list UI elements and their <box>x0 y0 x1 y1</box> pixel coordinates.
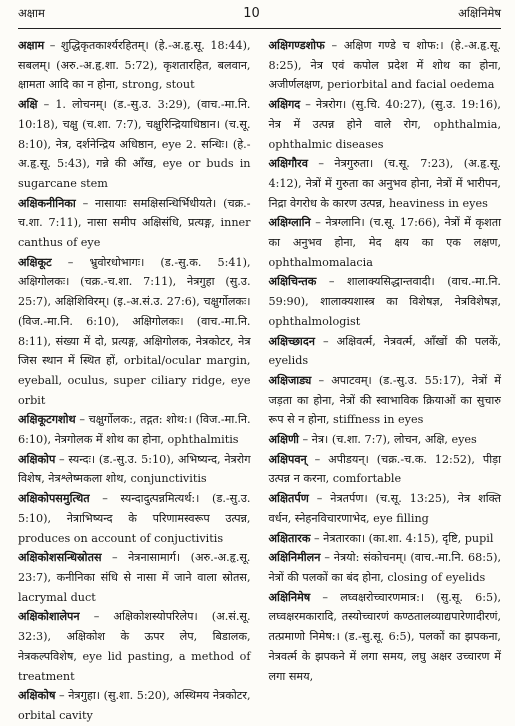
entry-definition: – भ्रुवोरधोभागः। (ड.-सु.क. 5:41), अक्षिगोलकः। (चक्र.-च.शा. 7:11), नेत्रगुहा (सु.उ. 25:7), अक्षिशिविरम्। (इ.-अ.सं.उ. 27:6), चक्षुर्गोलकः। (विज.-मा.नि. 6:10), अक्षिगोलकः। (वाच.-मा.नि. 8:11), संख्या में दो, प्रत्यङ्ग, अक्षिगोलक, नेत्रकोटर, नेत्र जिस स्थान में स्थित हों, orbital/ocular margin, eyeball, oculus, super ciliary ridge, eye orbit <box>18 255 251 407</box>
entry-headword: अक्षिकूट <box>18 254 52 269</box>
dictionary-entry <box>18 95 251 194</box>
header-left-guide-word: अक्षाम <box>18 6 45 20</box>
entry-definition: – नेत्रतर्पण। (च.सू. 13:25), नेत्र शक्ति वर्धन, स्नेहनविचारणाभेद, eye filling <box>268 492 501 525</box>
entry-definition: – नेत्रगुहा। (सु.शा. 5:20), अस्थिमय नेत्रकोटर, orbital cavity <box>18 689 251 722</box>
dictionary-entry <box>18 36 251 95</box>
dictionary-entry <box>18 450 251 489</box>
entry-headword: अक्षिचिन्तक <box>268 274 317 289</box>
entry-headword: अक्षाम <box>18 38 45 52</box>
dictionary-entry <box>269 450 502 489</box>
running-header <box>18 6 501 28</box>
entry-headword: अक्षिकोपसमुत्थित <box>18 491 90 506</box>
dictionary-entry <box>269 529 502 549</box>
entry-definition: – अपीडयन्। (चक्र.-च.क. 12:52), पीड़ा उत्पन्न न करना, comfortable <box>268 452 501 486</box>
header-rule <box>18 28 501 29</box>
dictionary-entry <box>269 548 502 587</box>
dictionary-entry <box>269 213 502 272</box>
entry-headword: अक्षिकोशसन्धिस्रोतस <box>18 550 102 565</box>
entry-headword: अक्षिणी <box>268 432 299 447</box>
entry-definition: – शालाक्यसिद्धान्तवादी। (वाच.-मा.नि. 59:90), शालाक्यशास्त्र का विशेषज्ञ, नेत्रविशेषज्ञ, ophthalmologist <box>268 275 501 328</box>
dictionary-entry <box>269 430 502 450</box>
dictionary-entry <box>18 410 251 449</box>
entry-definition: – नेत्रतारका। (का.शा. 4:15), दृष्टि, pupil <box>310 531 494 545</box>
entry-definition: – नेत्रयो: संकोचनम्। (वाच.-मा.नि. 68:5), नेत्रों की पलकों का बंद होना, closing of eyelids <box>268 551 501 584</box>
entry-definition: – नेत्रनासामार्ग। (अरु.-अ.हृ.सू. 23:7), कनीनिका संधि से नासा में जाने वाला स्रोतस, lacrymal duct <box>18 551 251 604</box>
dictionary-entry <box>18 489 251 548</box>
entry-definition: – स्यन्दः। (ड.-सु.उ. 5:10), अभिष्यन्द, नेत्ररोग विशेष, नेत्रश्लेष्मकला शोथ, conjunctivitis <box>18 452 251 486</box>
dictionary-entry <box>18 548 251 607</box>
dictionary-entry <box>18 686 251 725</box>
entry-headword: अक्षिकनीनिका <box>18 195 76 210</box>
dictionary-entry <box>269 332 502 371</box>
dictionary-entry <box>269 154 502 213</box>
entry-definition: – नेत्ररोग। (सु.चि. 40:27), (सु.उ. 19:16), नेत्र में उत्पन्न होने वाले रोग, ophthalmia, ophthalmic diseases <box>268 98 501 151</box>
entry-definition: – लघ्वक्षरोच्चारणमात्र:। (सु.सू. 6:5), लघ्वक्षरमकारादि, तस्योच्चारणं कण्ठतालव्याद्यपारेणादीरणं, तत्प्रमाणो निमेष:। (ड.-सु.सू. 6:5), पलकों का झपकना, नेत्रवर्त्म के झपकने में लगा समय, लघु अक्षर उच्चारण में लगा समय, <box>268 590 501 683</box>
entry-definition: – शुद्धिकृतकार्श्यरहितम्। (हे.-अ.हृ.सू. 18:44), सबलम्। (अरु.-अ.हृ.शा. 5:72), कृशतारहित, बलवान, क्षामता आदि का न होना, strong, stout <box>18 39 251 92</box>
dictionary-entry <box>269 588 502 687</box>
dictionary-entry <box>269 371 502 430</box>
left-column <box>18 36 251 722</box>
entry-definition: – नेत्र। (च.शा. 7:7), लोचन, अक्षि, eyes <box>298 433 477 447</box>
entry-headword: अक्षिच्छादन <box>268 333 315 348</box>
entry-headword: अक्षिगण्डशोफ <box>268 38 325 52</box>
entry-headword: अक्षितर्पण <box>268 491 309 506</box>
entry-definition: – अक्षिकोशस्योपरिलेप। (अ.सं.सू. 32:3), अक्षिकोश के ऊपर लेप, बिडालक, नेत्रकल्पविशेष, eye lid pasting, a method of treatment <box>18 610 251 683</box>
header-right-guide-word: अक्षिनिमेष <box>458 6 501 20</box>
dictionary-entry <box>18 607 251 686</box>
entry-headword: अक्षिकूटगशोथ <box>18 412 76 427</box>
entry-headword: अक्षितारक <box>268 530 311 545</box>
dictionary-entry <box>269 489 502 528</box>
entry-headword: अक्षिनिमेष <box>268 589 311 604</box>
dictionary-entry <box>18 253 251 411</box>
entry-headword: अक्षिगौरव <box>268 156 308 171</box>
entry-definition: – चक्षुर्गोलक:, तद्गत: शोथ:। (विज.-मा.नि. 6:10), नेत्रगोलक में शोथ का होना, ophthalmitis <box>18 413 251 447</box>
entry-headword: अक्षिगद <box>268 97 301 112</box>
entry-headword: अक्षिकोप <box>18 451 56 466</box>
entry-definition: – अपाटवम्। (ड.-सु.उ. 55:17), नेत्रों में जड़ता का होना, नेत्रों की स्वाभाविक क्रियाओं का सुचारु रूप से न होना, stiffness in eyes <box>268 373 501 427</box>
entry-definition: – 1. लोचनम्। (ड.-सु.उ. 3:29), (वाच.-मा.नि. 10:18), चक्षु (च.शा. 7:7), चक्षुरिन्द्रियाधिष्ठान। (च.सू. 8:10), नेत्र, दर्शनेन्द्रिय अधिष्ठान, eye 2. सन्धिः। (हे.-अ.हृ.सू. 5:43), गन्ने की आँख, eye or buds in sugarcane stem <box>18 98 251 190</box>
entry-columns <box>18 36 501 722</box>
page-number: 10 <box>243 6 260 21</box>
dictionary-entry <box>269 36 502 95</box>
entry-headword: अक्षिपवन् <box>268 451 307 466</box>
entry-definition: – नेत्रगुरुता। (च.सू. 7:23), (अ.हृ.सू. 4:12), नेत्रों में गुरुता का अनुभव होना, नेत्रों में भारीपन, निद्रा वेगरोध के कारण उत्पन्न, heaviness in eyes <box>268 157 501 210</box>
entry-headword: अक्षिकोशालेपन <box>18 609 80 624</box>
dictionary-entry <box>269 272 502 331</box>
entry-definition: – नासायाः समक्षिसन्धिर्भिधीयते। (चक्र.-च.शा. 7:11), नासा समीप अक्षिसंधि, प्रत्यङ्ग, inner canthus of eye <box>18 196 251 250</box>
entry-headword: अक्षिजाड्य <box>268 372 312 387</box>
entry-definition: – अक्षिण गण्डे च शोफ:। (हे.-अ.हृ.सू. 8:25), नेत्र एवं कपोल प्रदेश में शोथ का होना, अजीर्णलक्षण, periorbital and facial oedema <box>268 39 501 92</box>
entry-definition: – नेत्रग्लानि। (च.सू. 17:66), नेत्रों में कृशता का अनुभव होना, मेद क्षय का एक लक्षण, ophthalmomalacia <box>268 216 501 269</box>
entry-headword: अक्षि <box>18 97 38 112</box>
entry-headword: अक्षिकोष <box>18 688 56 703</box>
dictionary-entry <box>18 194 251 253</box>
entry-headword: अक्षिग्लानि <box>268 215 311 230</box>
entry-headword: अक्षिनिमीलन <box>268 550 321 565</box>
right-column <box>269 36 502 710</box>
entry-definition: – स्यन्दादुत्पन्नमित्यर्थ:। (ड.-सु.उ. 5:10), नेत्राभिष्यन्द के परिणामस्वरूप उत्पन्न, produces on account of conjuctivitis <box>18 492 251 545</box>
dictionary-entry <box>269 95 502 154</box>
entry-definition: – अक्षिवर्त्म, नेत्रवर्त्म, आँखों की पलकें, eyelids <box>268 334 501 368</box>
